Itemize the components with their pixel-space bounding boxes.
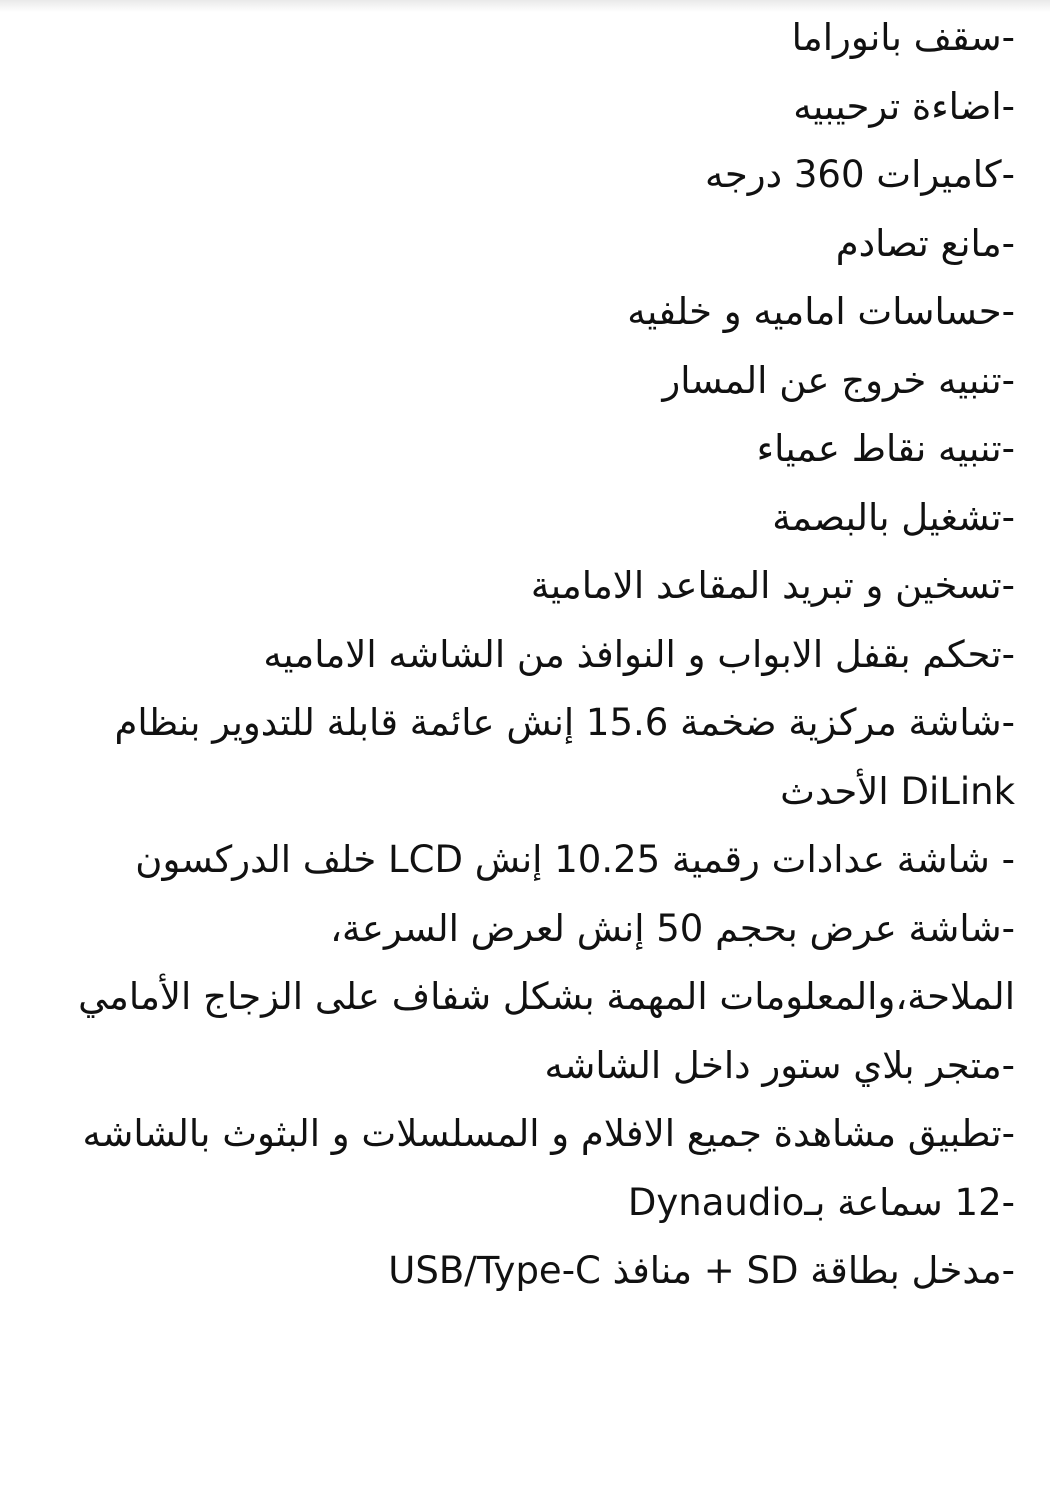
feature-item-ports: -مدخل بطاقة SD + منافذ USB/Type-C [388, 1249, 1015, 1292]
feature-item-360-cameras: -كاميرات 360 درجه [705, 153, 1015, 196]
feature-item-panoramic-roof: -سقف بانوراما [791, 16, 1015, 59]
feature-item-digital-cluster: - شاشة عدادات رقمية 10.25 إنش LCD خلف الدركسون [135, 838, 1015, 881]
feature-item-central-screen: -شاشة مركزية ضخمة 15.6 إنش عائمة قابلة للتدوير بنظام DiLink الأحدث [102, 701, 1015, 813]
feature-item-welcome-lighting: -اضاءة ترحيبيه [793, 84, 1015, 128]
feature-item-fingerprint-start: -تشغيل بالبصمة [772, 495, 1015, 539]
feature-item-streaming-app: -تطبيق مشاهدة جميع الافلام و المسلسلات و البثوث بالشاشه [82, 1112, 1015, 1155]
feature-item-head-up-display: -شاشة عرض بحجم 50 إنش لعرض السرعة، الملاحة،والمعلومات المهمة بشكل شفاف على الزجاج الأمامي [78, 906, 1015, 1018]
feature-item-seat-heating-cooling: -تسخين و تبريد المقاعد الامامية [530, 564, 1015, 607]
feature-list [40, 4, 1015, 1306]
feature-item-door-window-control: -تحكم بقفل الابواب و النوافذ من الشاشه الاماميه [263, 632, 1015, 676]
feature-item-play-store: -متجر بلاي ستور داخل الشاشه [544, 1043, 1015, 1087]
feature-item-blind-spot-warning: -تنبيه نقاط عمياء [756, 427, 1015, 470]
feature-item-collision-prevention: -مانع تصادم [835, 221, 1015, 265]
feature-item-lane-departure-warning: -تنبيه خروج عن المسار [662, 358, 1015, 402]
feature-item-dynaudio-speakers: -12 سماعة بـDynaudio [627, 1180, 1015, 1224]
feature-item-parking-sensors: -حساسات اماميه و خلفيه [627, 290, 1015, 333]
